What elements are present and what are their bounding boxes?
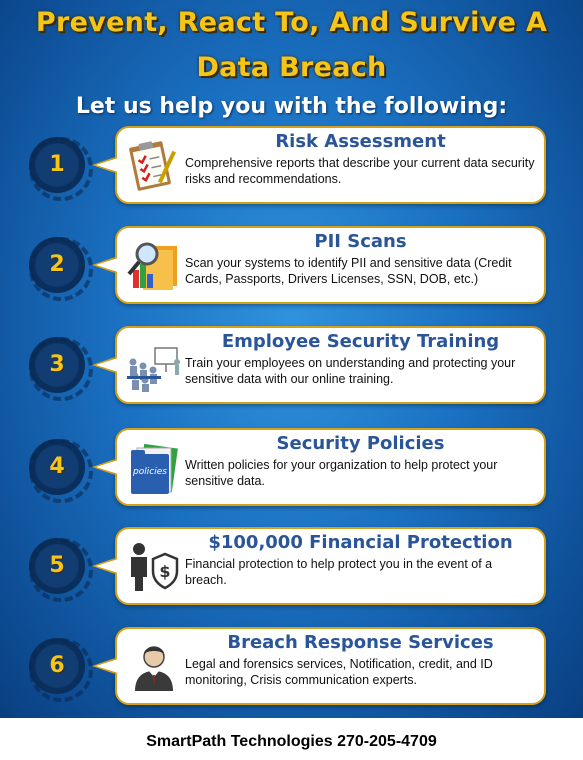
person-dollar-shield-icon [125,537,183,595]
item-number: 5 [49,553,65,578]
headline-line-2: Data Breach [196,52,387,83]
service-description: Comprehensive reports that describe your current data security risks and recommendations. [185,156,535,186]
service-title: Employee Security Training [221,331,500,352]
service-description: Scan your systems to identify PII and sensitive data (Credit Cards, Passports, Drivers Licenses, SSN, DOB, etc.) [185,256,512,286]
number-badge [29,137,85,193]
classroom-training-icon [125,336,183,394]
number-badge [29,337,85,393]
number-badge [29,439,85,495]
service-card [115,428,546,506]
service-item-3 [0,326,583,406]
service-description: Written policies for your organization to help protect your sensitive data. [185,458,498,488]
service-card [115,627,546,705]
service-title: PII Scans [314,231,407,252]
svg-text:$: $ [159,562,171,581]
service-description: Train your employees on understanding and protecting your sensitive data with our online training. [185,356,516,386]
service-title: $100,000 Financial Protection [208,532,513,553]
number-badge [29,638,85,694]
service-item-2 [0,226,583,306]
service-card [115,126,546,204]
number-badge [29,237,85,293]
businessman-avatar-icon [125,637,183,695]
service-item-6 [0,627,583,707]
service-card [115,527,546,605]
service-item-5 [0,527,583,607]
service-description: Financial protection to help protect you in the event of a breach. [185,557,493,587]
service-title: Risk Assessment [275,131,446,152]
service-title: Breach Response Services [227,632,494,653]
policies-label: policies [133,467,167,477]
service-title: Security Policies [276,433,445,454]
item-number: 2 [49,252,65,277]
item-number: 6 [49,653,65,678]
item-number: 1 [49,152,65,177]
service-description: Legal and forensics services, Notification, credit, and ID monitoring, Crisis communication experts. [185,657,493,687]
service-item-1 [0,126,583,206]
folder-magnifier-icon [125,236,183,294]
policies-folder-icon [125,438,183,496]
item-number: 4 [49,454,65,479]
service-card [115,326,546,404]
subhead: Let us help you with the following: [75,94,508,119]
footer-contact: SmartPath Technologies 270-205-4709 [146,733,437,750]
item-number: 3 [49,352,65,377]
service-item-4 [0,428,583,508]
clipboard-checklist-icon [125,136,183,194]
number-badge [29,538,85,594]
headline-line-1: Prevent, React To, And Survive A [35,7,548,38]
service-card [115,226,546,304]
